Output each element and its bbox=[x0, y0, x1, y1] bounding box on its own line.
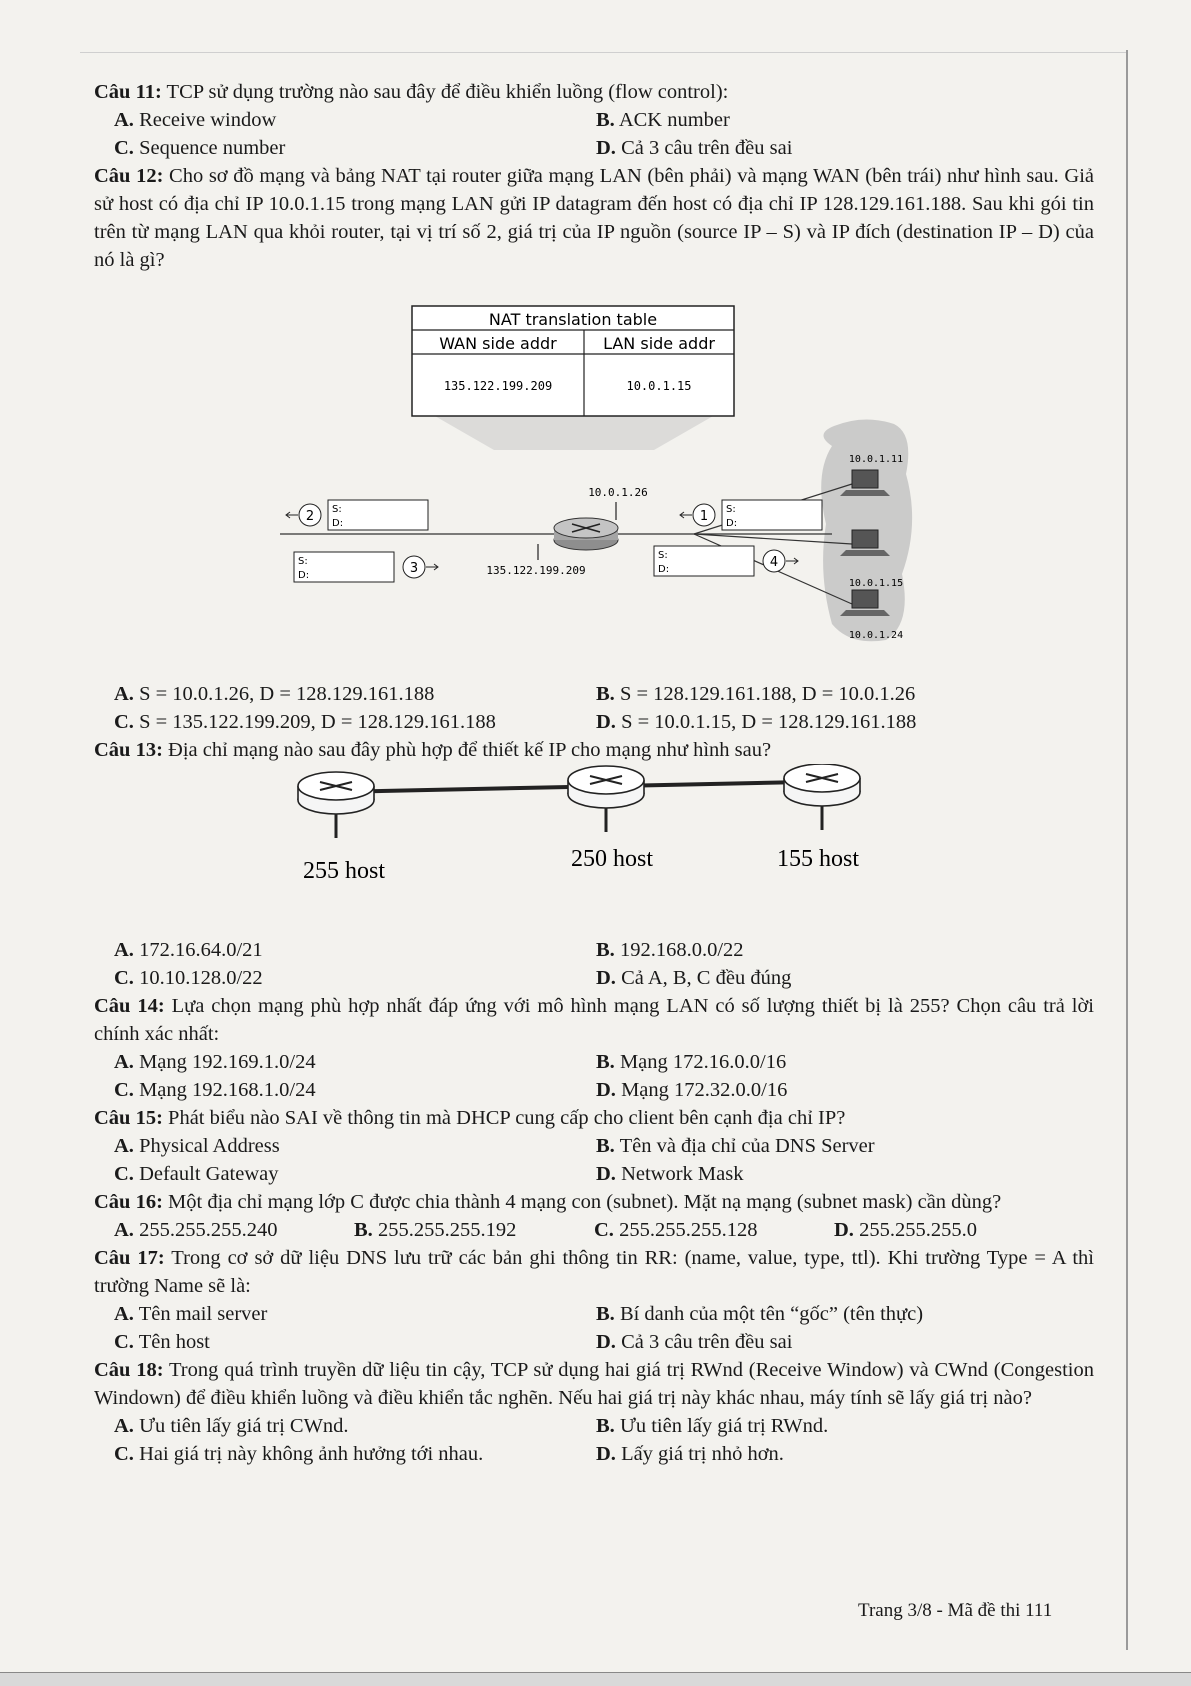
question-15: Câu 15: Phát biểu nào SAI về thông tin mà DHCP cung cấp cho client bên cạnh địa chỉ IP? bbox=[94, 1107, 846, 1129]
host-ip-1: 10.0.1.11 bbox=[848, 454, 904, 465]
question-18-options bbox=[94, 1412, 1094, 1468]
option-b: B. S = 128.129.161.188, D = 10.0.1.26 bbox=[596, 683, 916, 705]
nat-row-wan: 135.122.199.209 bbox=[443, 379, 553, 393]
host-count-3: 155 host bbox=[776, 846, 860, 872]
nat-row-lan: 10.0.1.15 bbox=[626, 379, 692, 393]
svg-text:S:: S: bbox=[298, 556, 308, 567]
option-d: D. Cả 3 câu trên đều sai bbox=[596, 137, 793, 159]
option-d: D. S = 10.0.1.15, D = 128.129.161.188 bbox=[596, 711, 917, 733]
question-13: Câu 13: Địa chỉ mạng nào sau đây phù hợp để thiết kế IP cho mạng như hình sau? bbox=[94, 739, 772, 761]
option-b: B. Tên và địa chỉ của DNS Server bbox=[596, 1135, 875, 1157]
option-a: A. Physical Address bbox=[114, 1135, 280, 1157]
question-17-options bbox=[94, 1300, 1094, 1356]
option-c: C. 10.10.128.0/22 bbox=[114, 967, 263, 989]
host-count-2: 250 host bbox=[570, 846, 654, 872]
packet-box-1 bbox=[680, 500, 822, 530]
position-4: 4 bbox=[769, 555, 779, 570]
option-c: C. Default Gateway bbox=[114, 1163, 279, 1185]
packet-box-4 bbox=[654, 546, 798, 576]
svg-text:S:: S: bbox=[658, 550, 668, 561]
nat-router-icon bbox=[554, 518, 618, 550]
option-b: B. Mạng 172.16.0.0/16 bbox=[596, 1051, 787, 1073]
question-16-options bbox=[94, 1216, 1094, 1244]
position-2: 2 bbox=[305, 509, 315, 524]
svg-text:D:: D: bbox=[658, 564, 670, 575]
svg-text:S:: S: bbox=[332, 504, 342, 515]
router-icon bbox=[298, 772, 374, 838]
packet-box-2 bbox=[286, 500, 428, 530]
option-d: D. Lấy giá trị nhỏ hơn. bbox=[596, 1443, 784, 1465]
packet-box-3 bbox=[294, 552, 438, 582]
router-icon bbox=[784, 764, 860, 830]
option-c: C. Hai giá trị này không ảnh hưởng tới nhau. bbox=[114, 1443, 484, 1465]
option-d: D. Network Mask bbox=[596, 1163, 744, 1185]
page-top-edge bbox=[80, 52, 1126, 53]
page-footer: Trang 3/8 - Mã đề thi 111 bbox=[858, 1600, 1053, 1621]
option-d: D. Mạng 172.32.0.0/16 bbox=[596, 1079, 788, 1101]
nat-col-lan: LAN side addr bbox=[603, 334, 715, 353]
option-a: A. Mạng 192.169.1.0/24 bbox=[114, 1051, 316, 1073]
option-a: A. Ưu tiên lấy giá trị CWnd. bbox=[114, 1415, 349, 1437]
option-d: D. Cả 3 câu trên đều sai bbox=[596, 1331, 793, 1353]
subnet-diagram bbox=[94, 764, 1094, 936]
option-d: D. 255.255.255.0 bbox=[834, 1219, 977, 1241]
option-a: A. S = 10.0.1.26, D = 128.129.161.188 bbox=[114, 683, 435, 705]
option-c: C. Mạng 192.168.1.0/24 bbox=[114, 1079, 316, 1101]
question-11-options bbox=[94, 106, 1094, 162]
question-13-options bbox=[94, 936, 1094, 992]
position-3: 3 bbox=[409, 561, 419, 576]
host-ip-3: 10.0.1.24 bbox=[848, 630, 904, 641]
option-b: B. 192.168.0.0/22 bbox=[596, 939, 744, 961]
svg-text:D:: D: bbox=[332, 518, 344, 529]
option-c: C. 255.255.255.128 bbox=[594, 1219, 758, 1241]
question-12: Câu 12: Cho sơ đồ mạng và bảng NAT tại router giữa mạng LAN (bên phải) và mạng WAN (bên trái) như hình sau. Giả sử host có địa chỉ IP 10.0.1.15 trong mạng LAN gửi IP datagram đến host có địa chỉ IP 128.129.161.188. Sau khi gói tin trên từ mạng LAN qua khỏi router, tại vị trí số 2, giá trị của IP nguồn (source IP – S) và IP đích (destination IP – D) của nó là gì? bbox=[94, 165, 1095, 271]
host-ip-2: 10.0.1.15 bbox=[848, 578, 904, 589]
question-15-options bbox=[94, 1132, 1094, 1188]
option-b: B. Bí danh của một tên “gốc” (tên thực) bbox=[596, 1303, 924, 1325]
position-1: 1 bbox=[699, 509, 709, 524]
option-a: A. Tên mail server bbox=[114, 1303, 268, 1325]
option-c: C. Tên host bbox=[114, 1331, 210, 1353]
question-11: Câu 11: TCP sử dụng trường nào sau đây để điều khiển luồng (flow control): bbox=[94, 81, 729, 103]
nat-table bbox=[412, 306, 734, 416]
nat-diagram bbox=[94, 274, 1094, 680]
router-lan-ip: 10.0.1.26 bbox=[588, 486, 648, 499]
svg-text:D:: D: bbox=[726, 518, 738, 529]
router-wan-ip: 135.122.199.209 bbox=[486, 564, 586, 577]
option-a: A. 255.255.255.240 bbox=[114, 1219, 278, 1241]
option-c: C. S = 135.122.199.209, D = 128.129.161.188 bbox=[114, 711, 496, 733]
question-14: Câu 14: Lựa chọn mạng phù hợp nhất đáp ứng với mô hình mạng LAN có số lượng thiết bị là 255? Chọn câu trả lời chính xác nhất: bbox=[94, 995, 1094, 1045]
option-b: B. Ưu tiên lấy giá trị RWnd. bbox=[596, 1415, 829, 1437]
option-a: A. 172.16.64.0/21 bbox=[114, 939, 263, 961]
question-12-options bbox=[94, 680, 1094, 736]
router-icon bbox=[568, 766, 644, 832]
page-right-edge bbox=[1126, 50, 1128, 1650]
option-c: C. Sequence number bbox=[114, 137, 286, 159]
host-count-1: 255 host bbox=[302, 858, 386, 884]
question-18: Câu 18: Trong quá trình truyền dữ liệu tin cậy, TCP sử dụng hai giá trị RWnd (Receive Window) và CWnd (Congestion Windown) để điều khiển luồng và điều khiển tắc nghẽn. Nếu hai giá trị này khác nhau, máy tính sẽ lấy giá trị nào? bbox=[94, 1359, 1094, 1409]
nat-col-wan: WAN side addr bbox=[439, 334, 557, 353]
option-d: D. Cả A, B, C đều đúng bbox=[596, 967, 792, 989]
question-17: Câu 17: Trong cơ sở dữ liệu DNS lưu trữ các bản ghi thông tin RR: (name, value, type, ttl). Khi trường Type = A thì trường Name sẽ là: bbox=[94, 1247, 1094, 1297]
question-14-options bbox=[94, 1048, 1094, 1104]
nat-table-title: NAT translation table bbox=[488, 310, 658, 329]
scanner-bottom-edge bbox=[0, 1672, 1191, 1686]
svg-text:S:: S: bbox=[726, 504, 736, 515]
option-b: B. 255.255.255.192 bbox=[354, 1219, 517, 1241]
option-b: B. ACK number bbox=[596, 109, 730, 131]
svg-text:D:: D: bbox=[298, 570, 310, 581]
question-16: Câu 16: Một địa chỉ mạng lớp C được chia thành 4 mạng con (subnet). Mặt nạ mạng (subnet mask) cần dùng? bbox=[94, 1191, 1002, 1213]
option-a: A. Receive window bbox=[114, 109, 277, 131]
exam-content bbox=[94, 78, 1094, 1468]
